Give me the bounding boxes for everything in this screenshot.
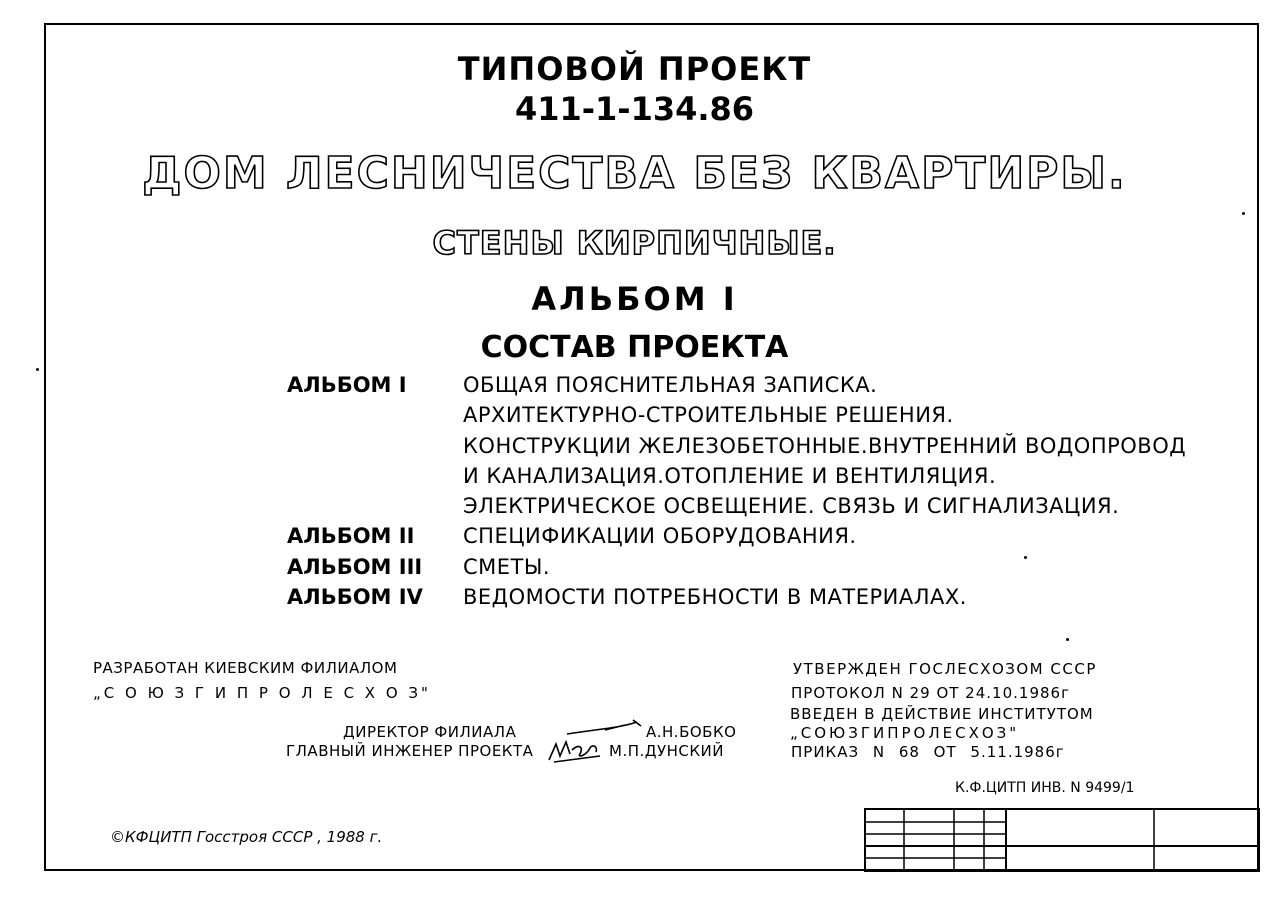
director-name: А.Н.БОБКО bbox=[646, 723, 737, 741]
project-number: 411-1-134.86 bbox=[514, 90, 755, 128]
engineer-name: М.П.ДУНСКИЙ bbox=[609, 742, 724, 760]
scan-speck bbox=[1242, 212, 1245, 215]
album-1-name: АЛЬБОМ I bbox=[287, 373, 407, 397]
album-1-line-3: КОНСТРУКЦИИ ЖЕЛЕЗОБЕТОННЫЕ.ВНУТРЕННИЙ ВОДОПРОВОД bbox=[463, 434, 1187, 458]
album-heading: АЛЬБОМ I bbox=[531, 280, 738, 318]
developer-line-2: „С О Ю З Г И П Р О Л Е С Х О З" bbox=[93, 684, 431, 702]
project-subtitle: СТЕНЫ КИРПИЧНЫЕ. bbox=[432, 224, 837, 262]
approval-line-1: УТВЕРЖДЕН ГОСЛЕСХОЗОМ СССР bbox=[793, 660, 1097, 678]
album-2-name: АЛЬБОМ II bbox=[287, 524, 415, 548]
scan-speck bbox=[36, 368, 39, 371]
title-block-grid bbox=[864, 808, 1260, 872]
engineer-signature bbox=[546, 736, 606, 764]
project-type: ТИПОВОЙ ПРОЕКТ bbox=[457, 50, 812, 88]
album-1-line-1: ОБЩАЯ ПОЯСНИТЕЛЬНАЯ ЗАПИСКА. bbox=[463, 373, 878, 397]
copyright: ©КФЦИТП Госстроя СССР , 1988 г. bbox=[110, 828, 383, 846]
album-1-line-2: АРХИТЕКТУРНО-СТРОИТЕЛЬНЫЕ РЕШЕНИЯ. bbox=[463, 403, 954, 427]
album-1-line-4: И КАНАЛИЗАЦИЯ.ОТОПЛЕНИЕ И ВЕНТИЛЯЦИЯ. bbox=[463, 464, 997, 488]
approval-line-4: „СОЮЗГИПРОЛЕСХОЗ" bbox=[790, 724, 1020, 742]
album-4-line-1: ВЕДОМОСТИ ПОТРЕБНОСТИ В МАТЕРИАЛАХ. bbox=[463, 585, 967, 609]
engineer-title: ГЛАВНЫЙ ИНЖЕНЕР ПРОЕКТА bbox=[286, 742, 534, 760]
scan-speck bbox=[1066, 638, 1069, 641]
approval-line-5: ПРИКАЗ N 68 ОТ 5.11.1986г bbox=[791, 743, 1065, 761]
approval-line-2: ПРОТОКОЛ N 29 ОТ 24.10.1986г bbox=[791, 684, 1070, 702]
project-title: ДОМ ЛЕСНИЧЕСТВА БЕЗ КВАРТИРЫ. bbox=[142, 148, 1127, 199]
director-title: ДИРЕКТОР ФИЛИАЛА bbox=[343, 723, 517, 741]
album-1-line-5: ЭЛЕКТРИЧЕСКОЕ ОСВЕЩЕНИЕ. СВЯЗЬ И СИГНАЛИЗАЦИЯ. bbox=[463, 494, 1120, 518]
inventory-number: К.Ф.ЦИТП ИНВ. N 9499/1 bbox=[955, 780, 1135, 796]
album-2-line-1: СПЕЦИФИКАЦИИ ОБОРУДОВАНИЯ. bbox=[463, 524, 857, 548]
album-3-line-1: СМЕТЫ. bbox=[463, 555, 551, 579]
album-3-name: АЛЬБОМ III bbox=[287, 555, 423, 579]
album-4-name: АЛЬБОМ IV bbox=[287, 585, 423, 609]
scan-speck bbox=[1024, 556, 1027, 559]
developer-line-1: РАЗРАБОТАН КИЕВСКИМ ФИЛИАЛОМ bbox=[93, 659, 398, 677]
approval-line-3: ВВЕДЕН В ДЕЙСТВИЕ ИНСТИТУТОМ bbox=[790, 705, 1094, 723]
contents-title: СОСТАВ ПРОЕКТА bbox=[480, 330, 789, 365]
